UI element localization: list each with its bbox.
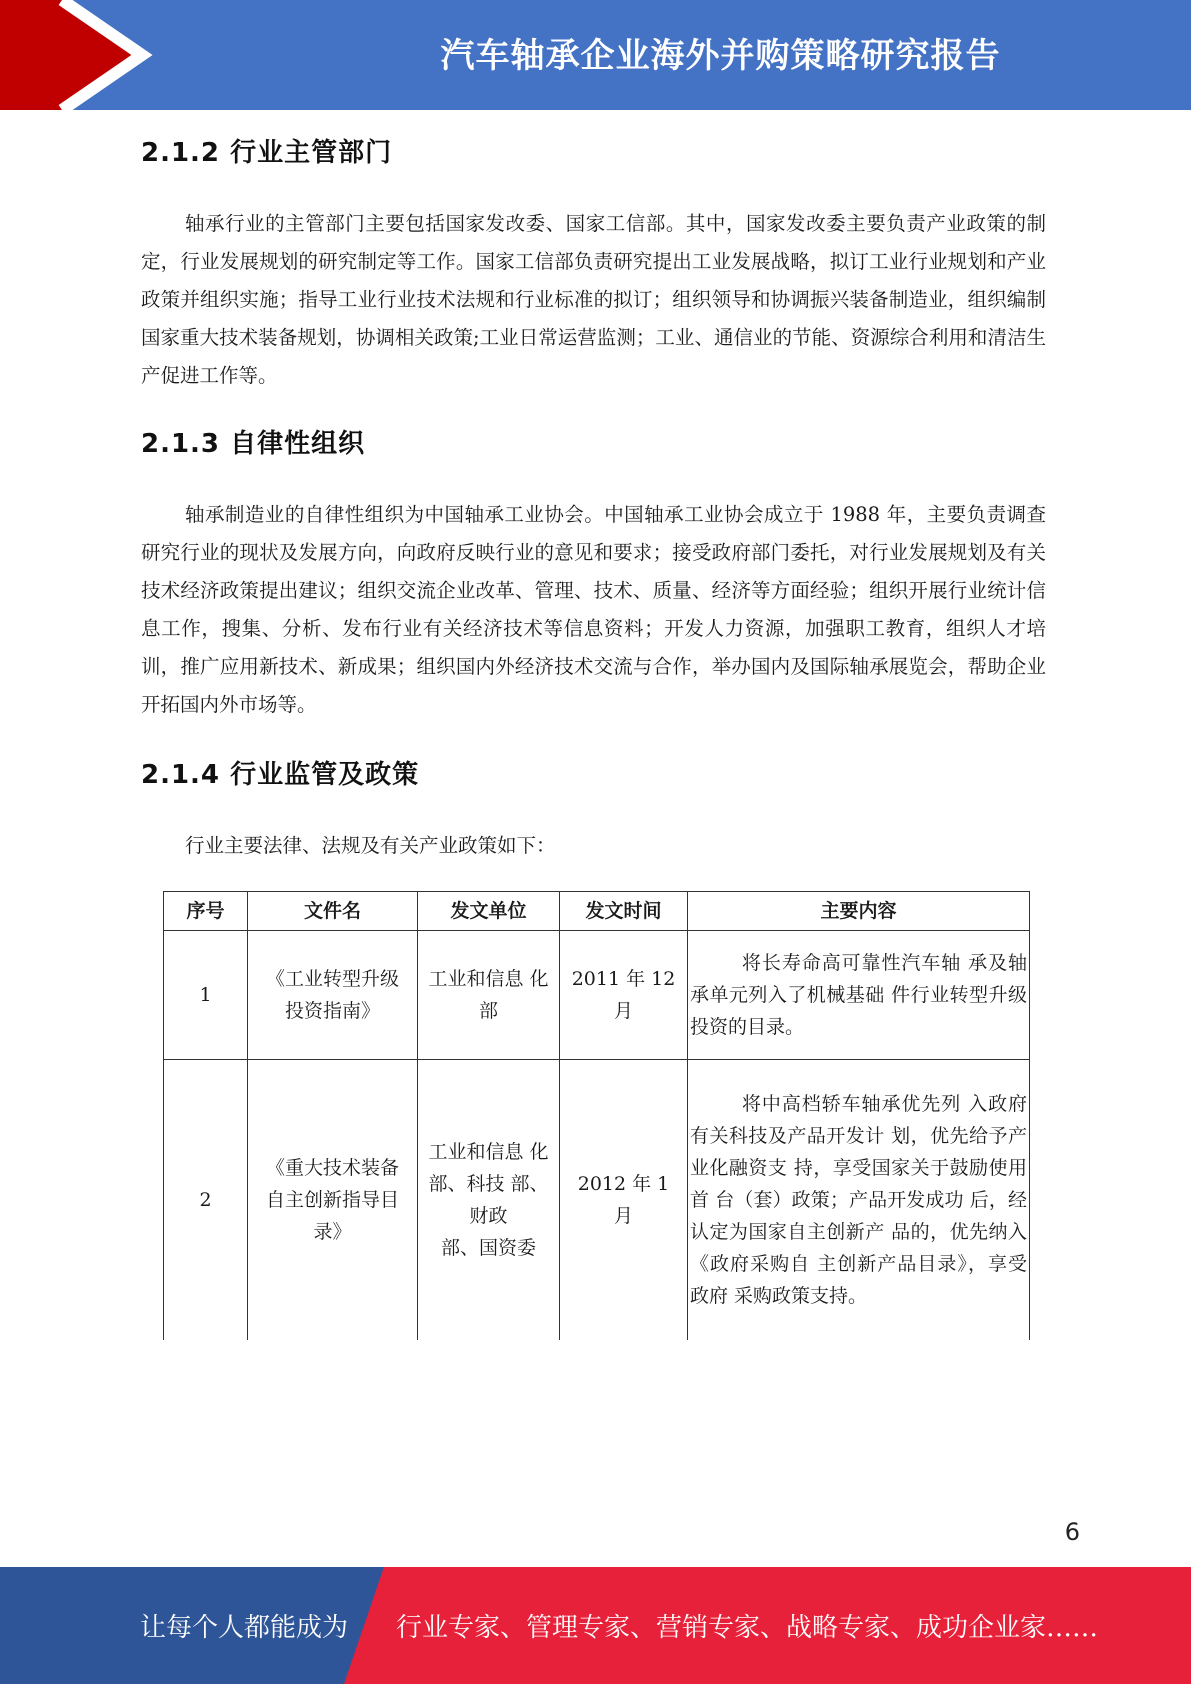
page-footer-banner <box>0 1567 1191 1684</box>
policy-table-container <box>163 891 1029 1343</box>
section-paragraph-2-1-2: 轴承行业的主管部门主要包括国家发改委、国家工信部。其中，国家发改委主要负责产业政策的制定，行业发展规划的研究制定等工作。国家工信部负责研究提出工业发展战略，拟订工业行业规划和产业政策并组织实施；指导工业行业技术法规和行业标准的拟订；组织领导和协调振兴装备制造业，组织编制国家重大技术装备规划，协调相关政策;工业日常运营监测；工业、通信业的节能、资源综合利用和清洁生产促进工作等。 <box>141 212 1046 387</box>
header-cell-issuer: 发文单位 <box>418 892 560 931</box>
section-heading-2-1-4: 2.1.4 行业监管及政策 <box>141 760 420 790</box>
header-cell-date: 发文时间 <box>560 892 688 931</box>
cell-content: 将中高档轿车轴承优先列 入政府有关科技及产品开发计 划，优先给予产业化融资支 持，享受国家关于鼓励使用首 台（套）政策；产品开发成功 后，经认定为国家自主创新产 品的，优先纳入《政府采购自 主创新产品目录》，享受政府 采购政策支持。 <box>688 1060 1030 1341</box>
report-header-banner <box>0 0 1191 110</box>
cell-number: 1 <box>164 931 248 1060</box>
cell-date: 2011 年 12 月 <box>560 931 688 1060</box>
section-heading-2-1-2: 2.1.2 行业主管部门 <box>141 138 393 168</box>
cell-issuer <box>418 1060 560 1341</box>
table-header-row <box>164 892 1030 931</box>
cell-issuer-line: 部、国资委 <box>440 1237 536 1259</box>
section-heading-2-1-3: 2.1.3 自律性组织 <box>141 429 366 459</box>
page-number: 6 <box>1064 1518 1080 1546</box>
footer-slogan-left: 让每个人都能成为 <box>140 1613 349 1643</box>
policy-table <box>163 891 1030 1340</box>
cell-content: 将长寿命高可靠性汽车轴 承及轴承单元列入了机械基础 件行业转型升级投资的目录。 <box>688 931 1030 1060</box>
cell-number: 2 <box>164 1060 248 1341</box>
table-row <box>164 931 1030 1060</box>
section-paragraph-2-1-4: 行业主要法律、法规及有关产业政策如下： <box>185 834 556 857</box>
section-paragraph-2-1-3: 轴承制造业的自律性组织为中国轴承工业协会。中国轴承工业协会成立于 1988 年，主要负责调查研究行业的现状及发展方向，向政府反映行业的意见和要求；接受政府部门委托，对行业发展规划及有关技术经济政策提出建议；组织交流企业改革、管理、技术、质量、经济等方面经验；组织开展行业统计信息工作，搜集、分析、发布行业有关经济技术等信息资料；开发人力资源，加强职工教育，组织人才培训，推广应用新技术、新成果；组织国内外经济技术交流与合作，举办国内及国际轴承展览会，帮助企业开拓国内外市场等。 <box>141 503 1046 716</box>
header-cell-number: 序号 <box>164 892 248 931</box>
header-cell-content: 主要内容 <box>688 892 1030 931</box>
table-row <box>164 1060 1030 1341</box>
header-cell-document: 文件名 <box>248 892 418 931</box>
cell-document: 《工业转型升级投资指南》 <box>248 931 418 1060</box>
report-title: 汽车轴承企业海外并购策略研究报告 <box>440 36 1001 76</box>
cell-issuer: 工业和信息 化部 <box>418 931 560 1060</box>
cell-document: 《重大技术装备自主创新指导目录》 <box>248 1060 418 1341</box>
cell-issuer-line: 工业和信息 化部、科技 部、财政 <box>428 1141 549 1227</box>
footer-slogan-right: 行业专家、管理专家、营销专家、战略专家、成功企业家…… <box>396 1613 1099 1643</box>
cell-date: 2012 年 1 月 <box>560 1060 688 1341</box>
